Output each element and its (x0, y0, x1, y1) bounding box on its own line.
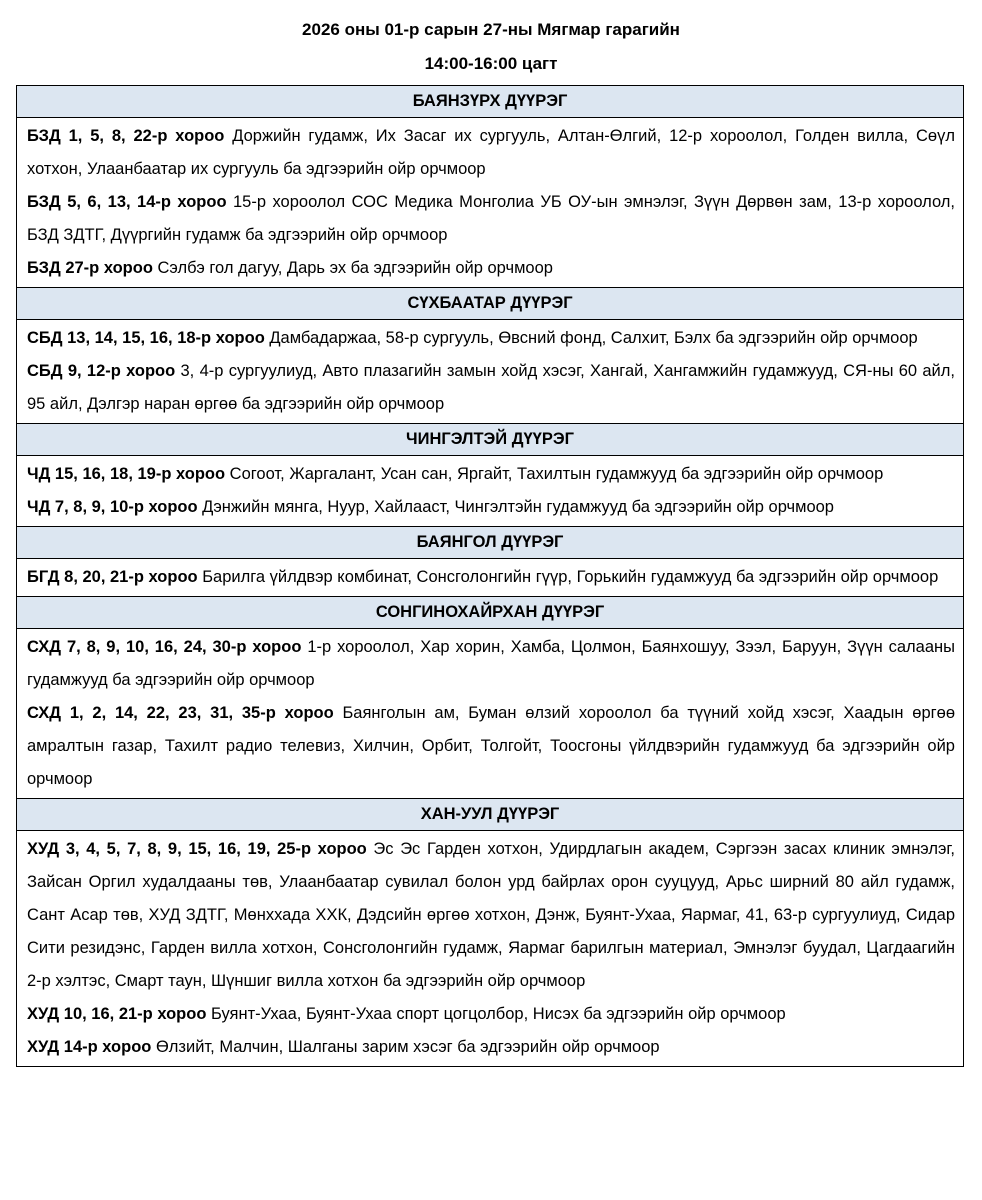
location-text: 1-р хороолол, Хар хорин, Хамба, Цолмон, Баянхошуу, Зээл, Баруун, Зүүн салааны гудамжууд ба эдгээрийн ойр орчмоор (27, 638, 955, 689)
khoroo-code: ЧД 7, 8, 9, 10-р хороо (27, 498, 198, 516)
district-section-bayanzurkh (17, 118, 963, 288)
district-header-bayanzurkh: БАЯНЗҮРХ ДҮҮРЭГ (17, 86, 963, 118)
outage-entry (27, 491, 955, 524)
location-text: Доржийн гудамж, Их Засаг их сургууль, Алтан-Өлгий, 12-р хороолол, Голден вилла, Сөүл хотхон, Улаанбаатар их сургууль ба эдгээрийн ойр орчмоор (27, 127, 955, 178)
outage-entry (27, 355, 955, 421)
outage-entry (27, 998, 955, 1031)
outage-entry (27, 833, 955, 998)
district-section-chingeltei (17, 456, 963, 527)
location-text: 15-р хороолол СОС Медика Монголиа УБ ОУ-ын эмнэлэг, Зүүн Дөрвөн зам, 13-р хороолол, БЗД ЗДТГ, Дүүргийн гудамж ба эдгээрийн ойр орчмоор (27, 193, 956, 244)
district-header-songinokhairkhan: СОНГИНОХАЙРХАН ДҮҮРЭГ (17, 597, 963, 629)
location-text: Дамбадаржаа, 58-р сургууль, Өвсний фонд, Салхит, Бэлх ба эдгээрийн ойр орчмоор (264, 329, 918, 347)
location-text: Сэлбэ гол дагуу, Дарь эх ба эдгээрийн ойр орчмоор (152, 259, 553, 277)
outage-entry (27, 252, 955, 285)
district-section-bayangol (17, 559, 963, 597)
outage-entry (27, 561, 955, 594)
district-header-chingeltei: ЧИНГЭЛТЭЙ ДҮҮРЭГ (17, 424, 963, 456)
district-header-sukhbaatar: СҮХБААТАР ДҮҮРЭГ (17, 288, 963, 320)
document-time: 14:00-16:00 цагт (424, 54, 558, 73)
khoroo-code: ХУД 14-р хороо (27, 1038, 152, 1056)
outage-entry (27, 458, 955, 491)
khoroo-code: ХУД 3, 4, 5, 7, 8, 9, 15, 16, 19, 25-р хороо (27, 840, 367, 858)
khoroo-code: БГД 8, 20, 21-р хороо (27, 568, 198, 586)
khoroo-code: СБД 9, 12-р хороо (27, 362, 176, 380)
location-text: Буянт-Ухаа, Буянт-Ухаа спорт цогцолбор, Нисэх ба эдгээрийн ойр орчмоор (206, 1005, 786, 1023)
khoroo-code: СХД 1, 2, 14, 22, 23, 31, 35-р хороо (27, 704, 334, 722)
khoroo-code: СХД 7, 8, 9, 10, 16, 24, 30-р хороо (27, 638, 302, 656)
outage-table (16, 85, 964, 1067)
location-text: Эс Эс Гарден хотхон, Удирдлагын академ, Сэргээн засах клиник эмнэлэг, Зайсан Оргил худалдааны төв, Улаанбаатар сувилал болон урд байрлах орон сууцууд, Арьс ширний 80 айл гудамж, Сант Асар төв, ХУД ЗДТГ, Мөнххада ХХК, Дэдсийн өргөө хотхон, Дэнж, Буянт-Ухаа, Яармаг, 41, 63-р сургуулиуд, Сидар Сити резидэнс, Гарден вилла хотхон, Сонсголонгийн гудамж, Яармаг барилгын материал, Эмнэлэг буудал, Цагдаагийн 2-р хэлтэс, Смарт таун, Шүншиг вилла хотхон ба эдгээрийн ойр орчмоор (27, 840, 955, 990)
location-text: Өлзийт, Малчин, Шалганы зарим хэсэг ба эдгээрийн ойр орчмоор (151, 1038, 660, 1056)
location-text: Дэнжийн мянга, Нуур, Хайлааст, Чингэлтэйн гудамжууд ба эдгээрийн ойр орчмоор (197, 498, 834, 516)
khoroo-code: СБД 13, 14, 15, 16, 18-р хороо (27, 329, 265, 347)
district-section-sukhbaatar (17, 320, 963, 424)
outage-entry (27, 1031, 955, 1064)
outage-entry (27, 697, 955, 796)
district-header-bayangol: БАЯНГОЛ ДҮҮРЭГ (17, 527, 963, 559)
khoroo-code: ЧД 15, 16, 18, 19-р хороо (27, 465, 226, 483)
location-text: Согоот, Жаргалант, Усан сан, Яргайт, Тахилтын гудамжууд ба эдгээрийн ойр орчмоор (225, 465, 884, 483)
khoroo-code: БЗД 5, 6, 13, 14-р хороо (27, 193, 227, 211)
outage-entry (27, 322, 955, 355)
district-header-khan-uul: ХАН-УУЛ ДҮҮРЭГ (17, 799, 963, 831)
location-text: 3, 4-р сургуулиуд, Авто плазагийн замын хойд хэсэг, Хангай, Хангамжийн гудамжууд, СЯ-ны 60 айл, 95 айл, Дэлгэр наран өргөө ба эдгээрийн ойр орчмоор (27, 362, 955, 413)
district-section-khan-uul (17, 831, 963, 1066)
outage-entry (27, 631, 955, 697)
outage-entry (27, 120, 955, 186)
khoroo-code: БЗД 27-р хороо (27, 259, 153, 277)
outage-entry (27, 186, 955, 252)
district-section-songinokhairkhan (17, 629, 963, 799)
document-title: 2026 оны 01-р сарын 27-ны Мягмар гарагийн (302, 20, 680, 39)
khoroo-code: ХУД 10, 16, 21-р хороо (27, 1005, 207, 1023)
location-text: Баянголын ам, Буман өлзий хороолол ба түүний хойд хэсэг, Хаадын өргөө амралтын газар, Тахилт радио телевиз, Хилчин, Орбит, Толгойт, Тоосгоны үйлдвэрийн гудамжууд ба эдгээрийн ойр орчмоор (27, 704, 956, 788)
khoroo-code: БЗД 1, 5, 8, 22-р хороо (27, 127, 225, 145)
location-text: Барилга үйлдвэр комбинат, Сонсголонгийн гүүр, Горькийн гудамжууд ба эдгээрийн ойр орчмоор (197, 568, 939, 586)
